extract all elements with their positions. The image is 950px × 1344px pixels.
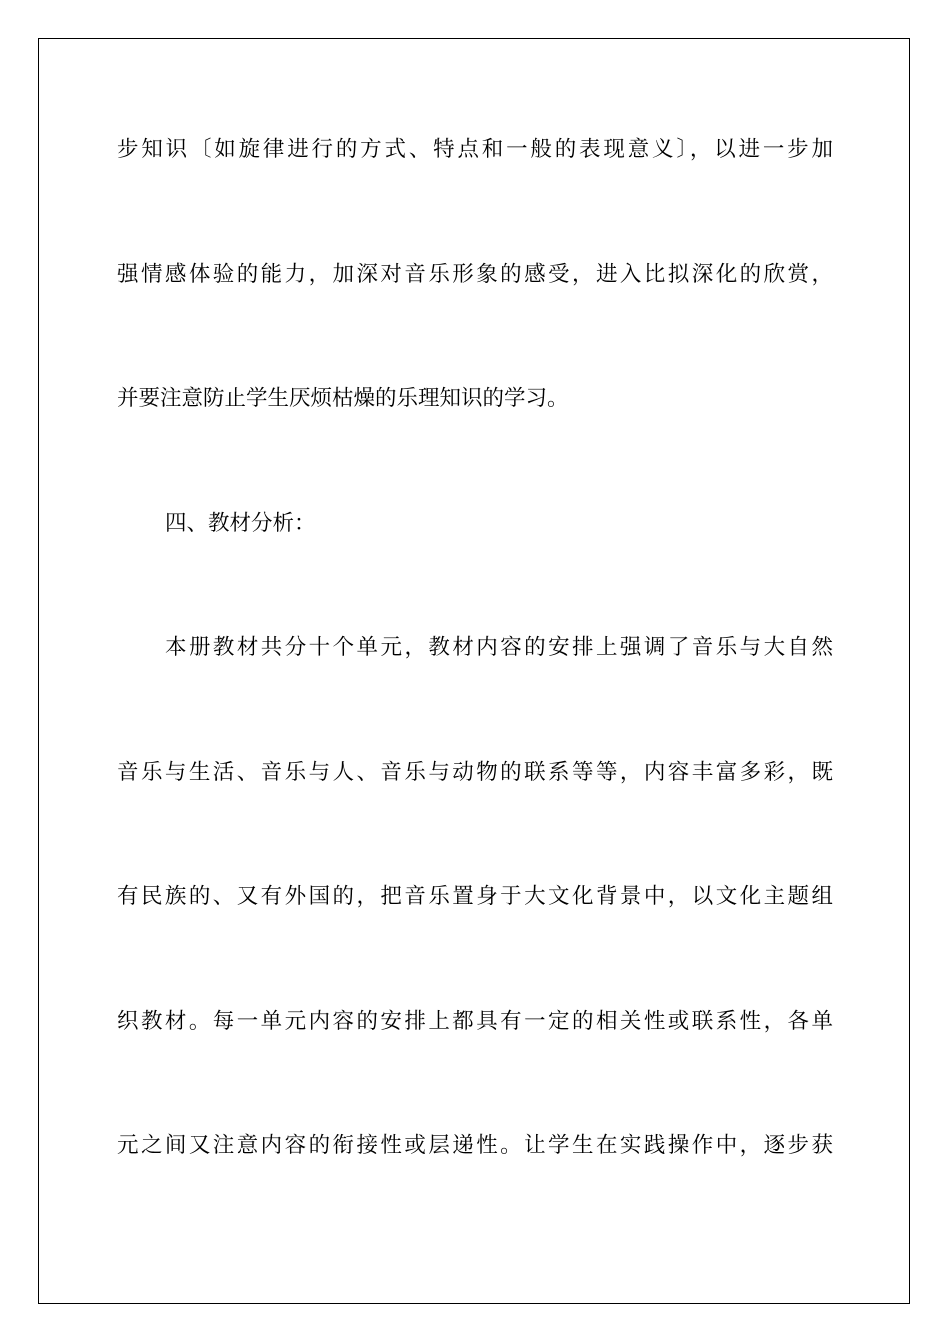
section-heading: 四、教材分析：	[165, 511, 316, 536]
text-line: 步知识〔如旋律进行的方式、特点和一般的表现意义〕，以进一步加	[117, 137, 833, 162]
text-line: 强情感体验的能力，加深对音乐形象的感受，进入比拟深化的欣赏，	[117, 262, 833, 287]
page-border	[38, 38, 910, 1304]
text-line: 织教材。每一单元内容的安排上都具有一定的相关性或联系性，各单	[117, 1009, 833, 1034]
text-line: 并要注意防止学生厌烦枯燥的乐理知识的学习。	[117, 386, 569, 411]
text-line: 元之间又注意内容的衔接性或层递性。让学生在实践操作中，逐步获	[117, 1133, 833, 1158]
text-line: 有民族的、又有外国的，把音乐置身于大文化背景中，以文化主题组	[117, 884, 833, 909]
text-line: 音乐与生活、音乐与人、音乐与动物的联系等等，内容丰富多彩，既	[117, 760, 833, 785]
text-line: 本册教材共分十个单元，教材内容的安排上强调了音乐与大自然	[165, 635, 833, 660]
